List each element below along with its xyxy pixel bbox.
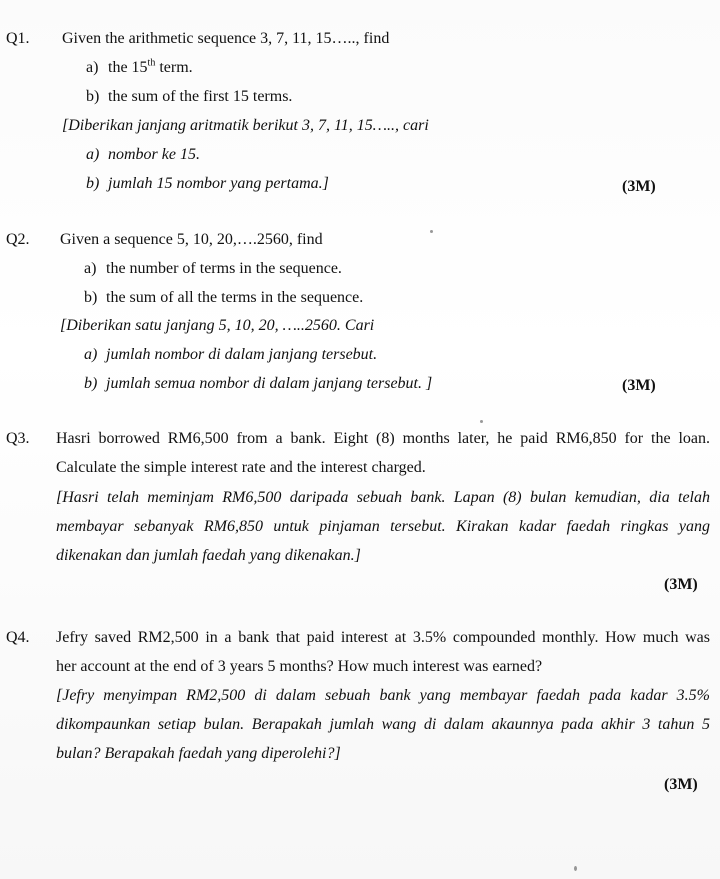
malay-line: [Hasri telah meminjam RM6,500 daripada sebuah bank. Lapan (8) bulan kemudian, dia telah xyxy=(56,489,710,506)
part-text: the sum of the first 15 terms. xyxy=(108,88,293,105)
malay-line: dikompaunkan setiap bulan. Berapakah jumlah wang di dalam akaunnya pada akhir 3 tahun 5 xyxy=(56,716,710,733)
question-line: Jefry saved RM2,500 in a bank that paid interest at 3.5% compounded monthly. How much was xyxy=(56,629,710,646)
question-line: her account at the end of 3 years 5 months? How much interest was earned? xyxy=(56,658,543,675)
question-stem: Given the arithmetic sequence 3, 7, 11, 15….., find xyxy=(62,30,390,47)
part-label: b) xyxy=(84,289,98,306)
scan-speck xyxy=(574,866,577,871)
question-number: Q1. xyxy=(6,30,30,47)
question-line: Calculate the simple interest rate and the interest charged. xyxy=(56,459,426,476)
malay-stem: [Diberikan janjang aritmatik berikut 3, 7, 11, 15….., cari xyxy=(62,117,429,134)
question-number: Q2. xyxy=(6,231,30,248)
malay-part-label: a) xyxy=(86,146,100,163)
part-text: the number of terms in the sequence. xyxy=(106,260,342,277)
malay-part-text: jumlah nombor di dalam janjang tersebut. xyxy=(106,346,378,363)
question-number: Q4. xyxy=(6,629,30,646)
part-label: a) xyxy=(86,59,99,76)
malay-line: bulan? Berapakah faedah yang diperolehi?] xyxy=(56,745,341,762)
scan-speck xyxy=(480,420,483,423)
malay-part-text: nombor ke 15. xyxy=(108,146,200,163)
malay-stem: [Diberikan satu janjang 5, 10, 20, …..2560. Cari xyxy=(60,317,375,334)
marks-label: (3M) xyxy=(622,178,656,195)
marks-label: (3M) xyxy=(664,576,698,593)
part-text xyxy=(108,59,193,77)
malay-line: membayar sebanyak RM6,850 untuk pinjaman tersebut. Kirakan kadar faedah ringkas yang xyxy=(56,518,710,535)
part-label: b) xyxy=(86,88,100,105)
malay-line: [Jefry menyimpan RM2,500 di dalam sebuah bank yang membayar faedah pada kadar 3.5% xyxy=(56,687,710,704)
malay-part-label: b) xyxy=(84,375,98,392)
part-label: a) xyxy=(84,260,97,277)
ordinal-suffix: th xyxy=(147,57,156,69)
question-line: Hasri borrowed RM6,500 from a bank. Eight (8) months later, he paid RM6,850 for the loan. xyxy=(56,430,710,447)
part-text-pre: the 15 xyxy=(108,59,148,76)
scan-speck xyxy=(430,230,433,233)
part-text: the sum of all the terms in the sequence. xyxy=(106,289,364,306)
malay-part-text: jumlah semua nombor di dalam janjang tersebut. ] xyxy=(106,375,433,392)
malay-line: dikenakan dan jumlah faedah yang dikenakan.] xyxy=(56,547,361,564)
malay-part-label: b) xyxy=(86,175,100,192)
malay-part-text: jumlah 15 nombor yang pertama.] xyxy=(108,175,329,192)
marks-label: (3M) xyxy=(664,776,698,793)
question-number: Q3. xyxy=(6,430,30,447)
malay-part-label: a) xyxy=(84,346,98,363)
marks-label: (3M) xyxy=(622,377,656,394)
question-stem: Given a sequence 5, 10, 20,….2560, find xyxy=(60,231,323,248)
part-text-post: term. xyxy=(155,59,193,76)
